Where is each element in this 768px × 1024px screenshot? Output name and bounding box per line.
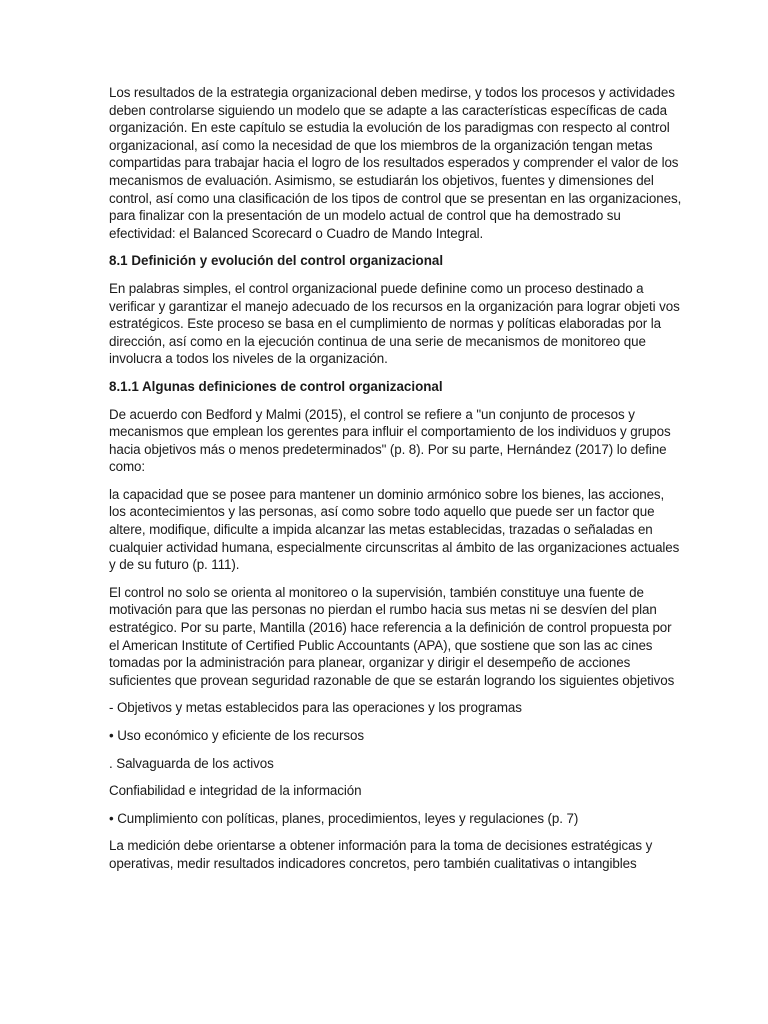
list-item: • Uso económico y eficiente de los recursos <box>109 728 364 743</box>
motivation-paragraph: El control no solo se orienta al monitoreo o la supervisión, también constituye una fuente de motivación para que las personas no pierdan el rumbo hacia sus metas ni se desvíen del plan estratégico. Por su parte, Mantilla (2016) hace referencia a la definición de control propuesta por el American Institute of Certified Public Accountants (APA), que sostiene que son las ac cines tomadas por la administración para planear, organizar y dirigir el desempeño de acciones suficientes que provean seguridad razonable de que se estarán logrando los siguientes objetivos <box>109 584 675 688</box>
list-item: Confiabilidad e integridad de la información <box>109 783 362 799</box>
list-item: • Cumplimiento con políticas, planes, procedimientos, leyes y regulaciones (p. 7) <box>109 810 579 826</box>
quote-paragraph: la capacidad que se posee para mantener un dominio armónico sobre los bienes, las acciones, los acontecimientos y las personas, así como sobre todo aquello que puede ser un factor que altere, modifique, dificulte a impida alcanzar las metas establecidas, trazadas o señaladas en cualquier actividad humana, especialmente circunscritas al ámbito de las organizaciones actuales y de su futuro (p. 111). <box>109 486 680 573</box>
section-heading-8-1: 8.1 Definición y evolución del control organizacional <box>109 253 444 269</box>
bedford-paragraph: De acuerdo con Bedford y Malmi (2015), el control se refiere a "un conjunto de procesos y mecanismos que emplean los gerentes para influir el comportamiento de los individuos y grupos hacia objetivos más o menos predeterminados" (p. 8). Por su parte, Hernández (2017) lo define como: <box>109 406 671 475</box>
list-item: . Salvaguarda de los activos <box>109 755 274 771</box>
definition-paragraph: En palabras simples, el control organizacional puede definine como un proceso destinado a verificar y garantizar el manejo adecuado de los recursos en la organización para lograr objeti vos estratégicos. Este proceso se basa en el cumplimiento de normas y políticas elaboradas por la dirección, así como en la ejecución continua de una serie de mecanismos de monitoreo que involucra a todos los niveles de la organización. <box>109 280 680 367</box>
intro-paragraph: Los resultados de la estrategia organizacional deben medirse, y todos los procesos y actividades deben controlarse siguiendo un modelo que se adapte a las características específicas de cada organización. En este capítulo se estudia la evolución de los paradigmas con respecto al control organizacional, así como la necesidad de que los miembros de la organización tengan metas compartidas para trabajar hacia el logro de los resultados esperados y comprender el valor de los mecanismos de evaluación. Asimismo, se estudiarán los objetivos, fuentes y dimensiones del control, así como una clasificación de los tipos de control que se presentan en las organizaciones, para finalizar con la presentación de un modelo actual de control que ha demostrado su efectividad: el Balanced Scorecard o Cuadro de Mando Integral. <box>109 85 682 241</box>
section-heading-8-1-1: 8.1.1 Algunas definiciones de control organizacional <box>109 378 443 394</box>
closing-paragraph: La medición debe orientarse a obtener información para la toma de decisiones estratégicas y operativas, medir resultados indicadores concretos, pero también cualitativas o intangibles <box>109 838 653 871</box>
list-item: - Objetivos y metas establecidos para las operaciones y los programas <box>109 700 522 716</box>
